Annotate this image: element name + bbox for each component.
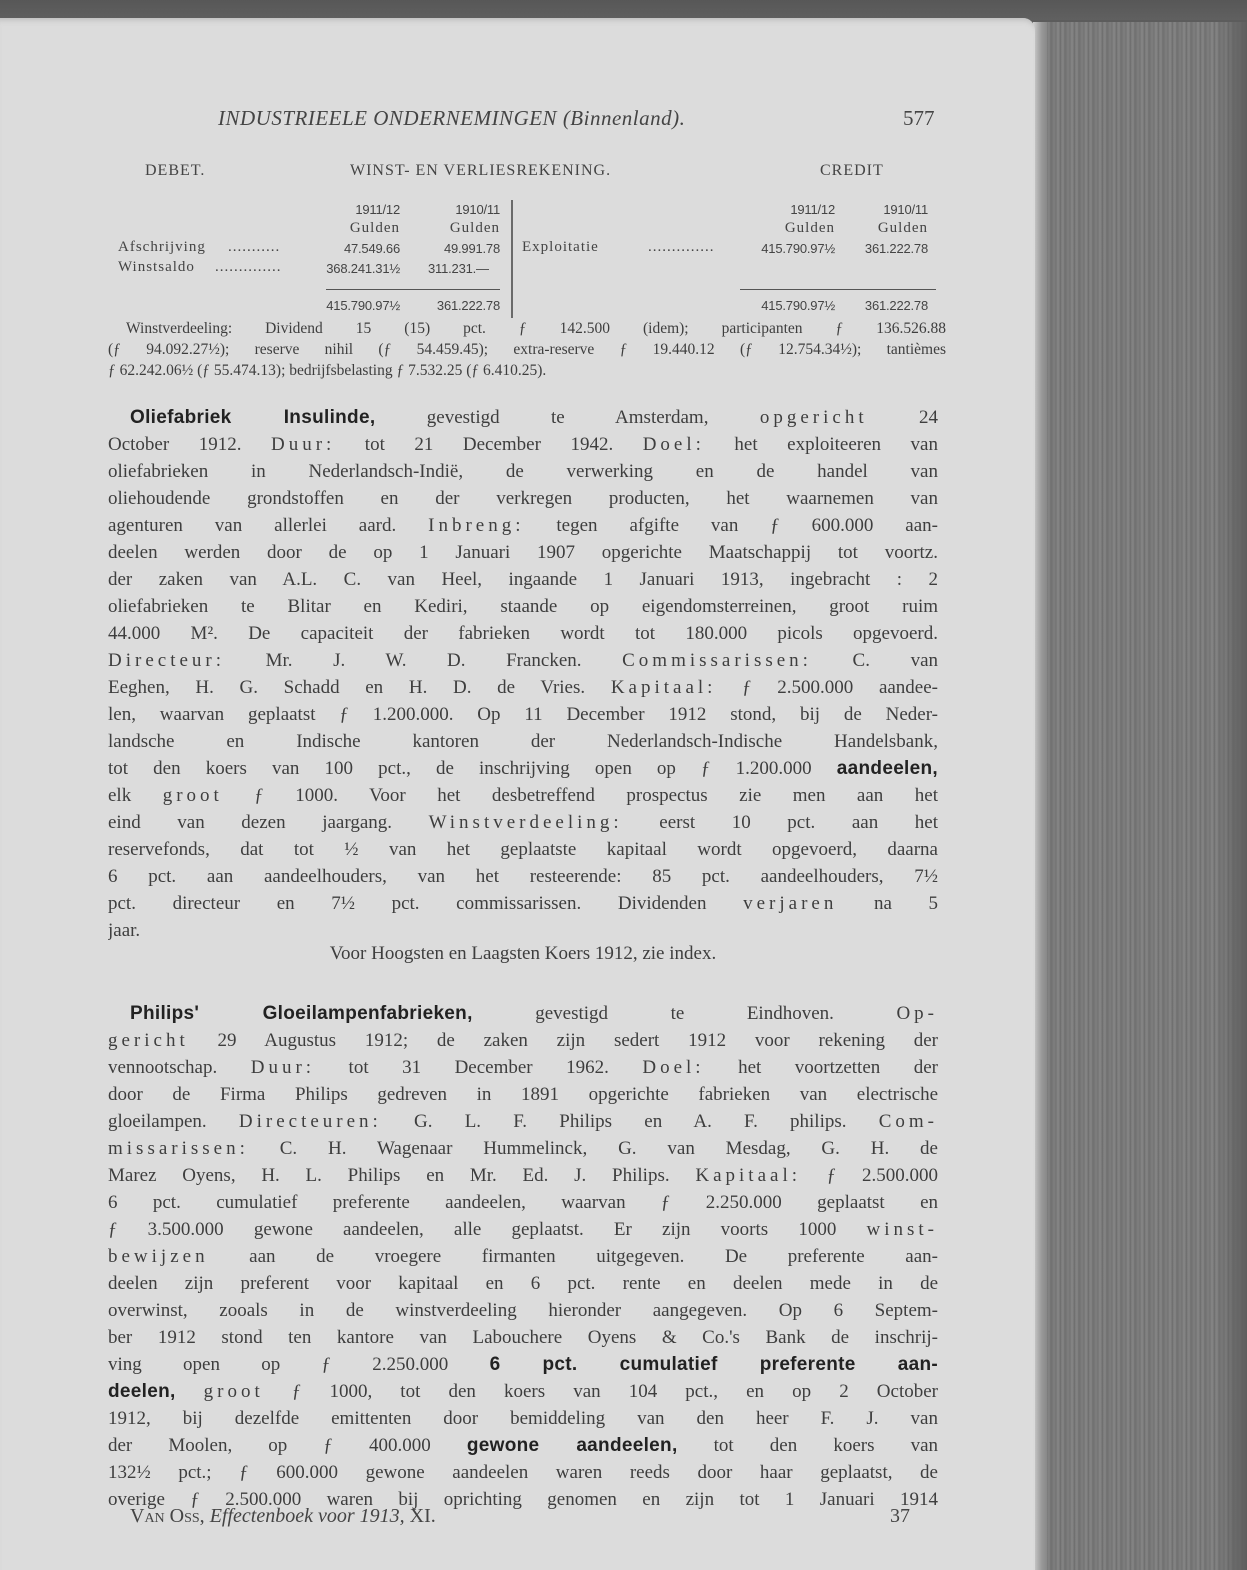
- body-text: pct. directeur en 7½ pct. commissarissen. Dividenden: [108, 893, 744, 914]
- text-line: [108, 1324, 938, 1351]
- text-line: [108, 1351, 938, 1378]
- text-line: [108, 674, 938, 701]
- text-line: [108, 647, 938, 674]
- body-text: ƒ 1000. Voor het desbetreffend prospectus zie men aan het: [222, 785, 938, 806]
- body-text: Mr. J. W. D. Francken.: [225, 650, 623, 671]
- bold-heading-text: Philips' Gloeilampenfabrieken,: [130, 1003, 473, 1024]
- spaced-keyword: groot: [162, 785, 223, 806]
- body-text: Eeghen, H. G. Schadd en H. D. de Vries.: [108, 677, 611, 698]
- body-text: eind van dezen jaargang.: [108, 812, 429, 833]
- spaced-keyword: Commissarissen:: [622, 650, 812, 671]
- body-text: oliefabrieken te Blitar en Kediri, staande op eigendomsterreinen, groot ruim: [108, 596, 938, 617]
- body-text: reservefonds, dat tot ½ van het geplaatste kapitaal wordt opgevoerd, daarna: [108, 839, 938, 860]
- body-text: 6 pct. aan aandeelhouders, van het resteerende: 85 pct. aandeelhouders, 7½: [108, 866, 938, 887]
- body-text: het exploiteeren van: [704, 434, 938, 455]
- body-text: der zaken van A.L. C. van Heel, ingaande 1 Januari 1913, ingebracht : 2: [108, 569, 938, 590]
- body-text: 24: [867, 407, 938, 428]
- spaced-keyword: Doel:: [642, 1057, 705, 1078]
- body-text: agenturen van allerlei aard.: [108, 515, 429, 536]
- body-text: 6 pct. cumulatief preferente aandeelen, waarvan ƒ 2.250.000 geplaatst en: [108, 1192, 938, 1213]
- account-title: WINST- EN VERLIESREKENING.: [350, 162, 612, 179]
- spaced-keyword: Kapitaal:: [695, 1165, 801, 1186]
- bold-heading-text: gewone aandeelen,: [466, 1435, 678, 1456]
- body-text: aan de vroegere firmanten uitgegeven. De preferente aan-: [208, 1246, 938, 1267]
- body-text: deelen zijn preferent voor kapitaal en 6 pct. rente en deelen mede in de: [108, 1273, 938, 1294]
- leader-dots: ..............: [648, 239, 715, 255]
- text-line: [108, 539, 938, 566]
- debet-col2-currency: Gulden: [449, 220, 500, 236]
- text-line: Winstverdeeling: Dividend 15 (15) pct. ƒ 142.500 (idem); participanten ƒ 136.526.88: [126, 320, 946, 337]
- text-line: [108, 458, 938, 485]
- text-line: [108, 1378, 938, 1405]
- bold-heading-text: aandeelen,: [836, 758, 938, 779]
- body-text: tot 31 December 1962.: [315, 1057, 643, 1078]
- koers-note: Voor Hoogsten en Laagsten Koers 1912, zie index.: [329, 943, 717, 964]
- credit-label: CREDIT: [820, 162, 884, 179]
- scan-background-top: [0, 0, 1247, 20]
- body-text: C. H. Wagenaar Hummelinck, G. van Mesdag, G. H. de: [248, 1138, 938, 1159]
- body-text: October 1912.: [108, 434, 271, 455]
- footer-signature: 37: [890, 1505, 910, 1527]
- bold-heading-text: deelen,: [108, 1381, 176, 1402]
- credit-col1-year: 1911/12: [790, 202, 835, 217]
- text-line: ƒ 62.242.06½ (ƒ 55.474.13); bedrijfsbelasting ƒ 7.532.25 (ƒ 6.410.25).: [108, 362, 547, 379]
- spaced-keyword: Winstverdeeling:: [428, 812, 623, 833]
- text-line: [108, 1027, 938, 1054]
- body-text: tot den koers van 100 pct., de inschrijving open op ƒ 1.200.000: [108, 758, 837, 779]
- debet-row-value-1911: 47.549.66: [343, 241, 400, 256]
- credit-col2-year: 1910/11: [883, 202, 928, 217]
- text-line: [108, 1081, 938, 1108]
- running-head: INDUSTRIEELE ONDERNEMINGEN (Binnenland).: [218, 106, 686, 130]
- account-divider: [511, 200, 513, 318]
- bold-heading-text: Oliefabriek Insulinde,: [130, 407, 376, 428]
- credit-col1-currency: Gulden: [784, 220, 835, 236]
- body-text: ving open op ƒ 2.250.000: [108, 1354, 490, 1375]
- text-line: [108, 1162, 938, 1189]
- body-text: tot 21 December 1942.: [335, 434, 643, 455]
- debet-row-label: Afschrijving: [118, 239, 206, 255]
- body-text: oliefabrieken in Nederlandsch-Indië, de verwerking en de handel van: [108, 461, 938, 482]
- spaced-keyword: Doel:: [642, 434, 705, 455]
- text-line: [108, 1108, 938, 1135]
- spaced-keyword: winst-: [866, 1219, 938, 1240]
- credit-total-1910: 361.222.78: [864, 298, 928, 313]
- text-line: [108, 431, 938, 458]
- body-text: elk: [108, 785, 163, 806]
- body-text: na 5: [837, 893, 938, 914]
- credit-row-value-1911: 415.790.97½: [761, 241, 835, 256]
- text-line: [108, 566, 938, 593]
- debet-total-1910: 361.222.78: [436, 298, 500, 313]
- body-text: vennootschap.: [108, 1057, 251, 1078]
- footer-title: Effectenboek voor 1913,: [209, 1505, 405, 1527]
- body-text: gevestigd te Amsterdam,: [375, 407, 760, 428]
- spaced-keyword: opgericht: [759, 407, 868, 428]
- body-text: door de Firma Philips gedreven in 1891 opgerichte fabrieken van electrische: [108, 1084, 938, 1105]
- body-text: ƒ 3.500.000 gewone aandeelen, alle geplaatst. Er zijn voorts 1000: [108, 1219, 867, 1240]
- text-line: [108, 593, 938, 620]
- body-text: der Moolen, op ƒ 400.000: [108, 1435, 467, 1456]
- debet-col1-year: 1911/12: [355, 202, 400, 217]
- body-text: gevestigd te Eindhoven.: [472, 1003, 897, 1024]
- body-text: 132½ pct.; ƒ 600.000 gewone aandeelen waren reeds door haar geplaatst, de: [108, 1462, 938, 1483]
- body-text: C. van: [811, 650, 938, 671]
- text-line: [108, 512, 938, 539]
- body-text: ƒ 1000, tot den koers van 104 pct., en op 2 October: [263, 1381, 938, 1402]
- spaced-keyword: Com-: [878, 1111, 938, 1132]
- body-text: ƒ 2.500.000: [801, 1165, 938, 1186]
- text-line: [108, 1135, 938, 1162]
- total-rule: [740, 289, 936, 290]
- page-number: 577: [903, 106, 935, 130]
- leader-dots: ..............: [215, 259, 282, 275]
- spaced-keyword: groot: [203, 1381, 264, 1402]
- spaced-keyword: Op-: [896, 1003, 938, 1024]
- debet-label: DEBET.: [145, 162, 206, 179]
- body-text: G. L. F. Philips en A. F. philips.: [381, 1111, 879, 1132]
- spaced-keyword: Duur:: [250, 1057, 316, 1078]
- body-text: het voortzetten der: [704, 1057, 938, 1078]
- debet-row-value-1910: 311.231.—: [428, 261, 489, 276]
- text-line: [108, 1000, 938, 1027]
- spaced-keyword: Inbreng:: [428, 515, 525, 536]
- text-line: [108, 1054, 938, 1081]
- credit-total-1911: 415.790.97½: [761, 298, 835, 313]
- spaced-keyword: Kapitaal:: [610, 677, 717, 698]
- text-line: [108, 1432, 938, 1459]
- text-line: [108, 701, 938, 728]
- text-line: [108, 863, 938, 890]
- spaced-keyword: Directeur:: [108, 650, 226, 671]
- body-text: tot den koers van: [677, 1435, 938, 1456]
- text-line: [108, 1189, 938, 1216]
- body-text: overige ƒ 2.500.000 waren bij oprichting genomen en zijn tot 1 Januari 1914: [108, 1489, 938, 1510]
- body-text: eerst 10 pct. aan het: [622, 812, 938, 833]
- body-text: deelen werden door de op 1 Januari 1907 opgerichte Maatschappij tot voortz.: [108, 542, 938, 563]
- book-page-edges: [1033, 22, 1247, 1570]
- text-line: [108, 1216, 938, 1243]
- page-footer: [130, 1505, 436, 1528]
- body-text: jaar.: [108, 920, 141, 941]
- credit-col2-currency: Gulden: [877, 220, 928, 236]
- text-line: [108, 755, 938, 782]
- text-line: [108, 404, 938, 431]
- debet-row-value-1911: 368.241.31½: [326, 261, 400, 276]
- spaced-keyword: verjaren: [743, 893, 838, 914]
- footer-volume: XI.: [409, 1505, 436, 1527]
- text-line: [108, 782, 938, 809]
- credit-row-label: Exploitatie: [522, 239, 599, 255]
- body-text: ƒ 2.500.000 aandee-: [716, 677, 938, 698]
- credit-row-value-1910: 361.222.78: [864, 241, 928, 256]
- body-text: 44.000 M². De capaciteit der fabrieken wordt tot 180.000 picols opgevoerd.: [108, 623, 938, 644]
- text-line: [108, 728, 938, 755]
- leader-dots: ...........: [228, 239, 281, 255]
- body-text: oliehoudende grondstoffen en der verkregen producten, het waarnemen van: [108, 488, 938, 509]
- debet-row-label: Winstsaldo: [118, 259, 195, 275]
- text-line: [108, 1243, 938, 1270]
- body-text: Marez Oyens, H. L. Philips en Mr. Ed. J. Philips.: [108, 1165, 696, 1186]
- text-line: [108, 1459, 938, 1486]
- text-line: [108, 485, 938, 512]
- text-line: [108, 1405, 938, 1432]
- text-line: [108, 1270, 938, 1297]
- body-text: landsche en Indische kantoren der Nederlandsch-Indische Handelsbank,: [108, 731, 938, 752]
- bold-heading-text: 6 pct. cumulatief preferente aan-: [489, 1354, 938, 1375]
- text-line: [108, 809, 938, 836]
- footer-author: Van Oss,: [130, 1505, 205, 1527]
- total-rule: [326, 289, 500, 290]
- spaced-keyword: gericht: [108, 1030, 189, 1051]
- debet-row-value-1910: 49.991.78: [443, 241, 500, 256]
- text-line: (ƒ 94.092.27½); reserve nihil (ƒ 54.459.45); extra-reserve ƒ 19.440.12 (ƒ 12.754.34½); tantièmes: [108, 341, 946, 358]
- debet-col1-currency: Gulden: [349, 220, 400, 236]
- body-text: 1912, bij dezelfde emittenten door bemiddeling van den heer F. J. van: [108, 1408, 938, 1429]
- body-text: ber 1912 stond ten kantore van Labouchere Oyens & Co.'s Bank de inschrij-: [108, 1327, 938, 1348]
- spaced-keyword: bewijzen: [108, 1246, 209, 1267]
- body-text: gloeilampen.: [108, 1111, 239, 1132]
- body-text: [176, 1381, 204, 1402]
- spaced-keyword: Directeuren:: [238, 1111, 382, 1132]
- body-text: 29 Augustus 1912; de zaken zijn sedert 1912 voor rekening der: [188, 1030, 938, 1051]
- text-line: [108, 890, 938, 917]
- body-text: tegen afgifte van ƒ 600.000 aan-: [524, 515, 938, 536]
- body-text: overwinst, zooals in de winstverdeeling hieronder aangegeven. Op 6 Septem-: [108, 1300, 938, 1321]
- company-entry-philips-gloeilampenfabrieken: [108, 1000, 938, 1513]
- spaced-keyword: missarissen:: [108, 1138, 249, 1159]
- company-entry-oliefabriek-insulinde: [108, 404, 938, 944]
- text-line: [108, 1297, 938, 1324]
- spaced-keyword: Duur:: [270, 434, 336, 455]
- debet-total-1911: 415.790.97½: [326, 298, 400, 313]
- text-line: [108, 620, 938, 647]
- winstverdeeling-paragraph: [108, 318, 946, 381]
- text-line: [108, 836, 938, 863]
- body-text: len, waarvan geplaatst ƒ 1.200.000. Op 11 December 1912 stond, bij de Neder-: [108, 704, 938, 725]
- debet-col2-year: 1910/11: [455, 202, 500, 217]
